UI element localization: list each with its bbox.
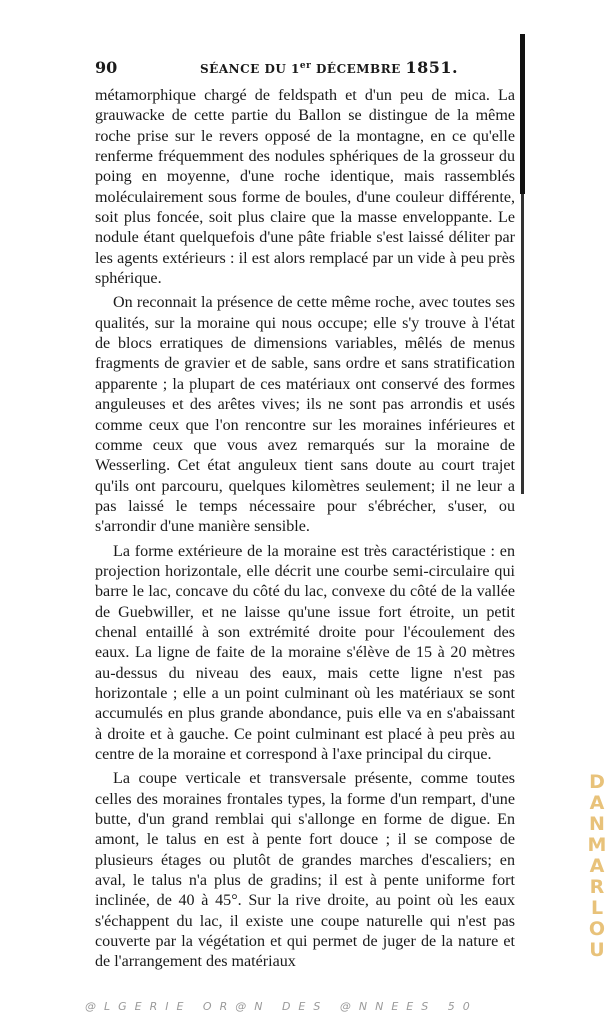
title-month: DÉCEMBRE bbox=[311, 62, 406, 76]
page-number: 90 bbox=[95, 58, 118, 77]
body-text bbox=[95, 86, 515, 977]
page-edge-shadow bbox=[520, 34, 525, 194]
title-superscript: er bbox=[299, 61, 312, 71]
paragraph: La coupe verticale et transversale présente, comme toutes celles des moraines frontales types, la forme d'un rempart, d'une butte, d'un grand remblai qui s'allonge en forme de digue. En amont, le talus en est à pente fort douce ; il se compose de plusieurs étages ou plutôt de grandes marches d'escaliers; en aval, le talus n'a plus de gradins; il est à pente uniforme fort inclinée, de 40 à 45°. Sur la rive droite, au point où les eaux s'échappent du lac, il existe une coupe naturelle qui n'est pas couverte par la végétation et qui permet de juger de la nature et de l'arrangement des matériaux bbox=[95, 770, 515, 971]
vertical-watermark: DANMARLOU bbox=[587, 771, 607, 961]
running-header bbox=[95, 58, 515, 80]
paragraph-continued: métamorphique chargé de feldspath et d'un peu de mica. La grauwacke de cette partie du Ballon se distingue de la même roche prise sur le revers opposé de la montagne, en ce qu'elle renferme fréquemment des nodules sphériques de la grosseur du poing en moyenne, d'une roche identique, mais rassemblés moléculairement sous forme de boules, d'une couleur différente, soit plus foncée, soit plus claire que la masse enveloppante. Le nodule étant quelquefois d'une pâte friable s'est laissé déliter par les agents extérieurs : il est alors remplacé par un vide à peu près sphérique. bbox=[95, 87, 515, 288]
paragraph: On reconnait la présence de cette même roche, avec toutes ses qualités, sur la moraine qui nous occupe; elle s'y trouve à l'état de blocs erratiques de dimensions variables, mêlés de menus fragments de gravier et de sable, sans ordre et sans stratification apparente ; la plupart de ces matériaux ont conservé des formes anguleuses et des arêtes vives; ils ne sont pas arrondis et usés comme ceux que l'on rencontre sur les moraines inférieures et comme ceux que vous avez remarqués sur la moraine de Wesserling. Cet état anguleux tient sans doute au court trajet qu'ils ont parcouru, quelques kilomètres seulement; il ne leur a pas laissé le temps nécessaire pour s'ébrécher, s'user, ou s'arrondir d'une manière sensible. bbox=[95, 294, 515, 536]
paragraph: La forme extérieure de la moraine est très caractéristique : en projection horizontale, elle décrit une courbe semi-circulaire qui barre le lac, concave du côté du lac, convexe du côté de la vallée de Guebwiller, et ne laisse qu'une issue fort étroite, un petit chenal entaillé à son extrémité droite pour l'écoulement des eaux. La ligne de faite de la moraine s'élève de 15 à 20 mètres au-dessus du niveau des eaux, mais cette ligne n'est pas horizontale ; elle a un point culminant où les matériaux se sont accumulés en plus grande abondance, puis elle va en s'abaissant à droite et à gauche. Ce point culminant est placé à peu près au centre de la moraine et correspond à l'axe principal du cirque. bbox=[95, 542, 515, 763]
title-prefix: SÉANCE DU 1 bbox=[200, 62, 300, 76]
title-year: 1851. bbox=[405, 58, 459, 77]
page-edge-shadow-lower bbox=[521, 194, 524, 494]
footer-watermark: @LGERIE OR@N DES @NNEES 50 bbox=[85, 1000, 478, 1013]
running-title bbox=[200, 58, 458, 77]
